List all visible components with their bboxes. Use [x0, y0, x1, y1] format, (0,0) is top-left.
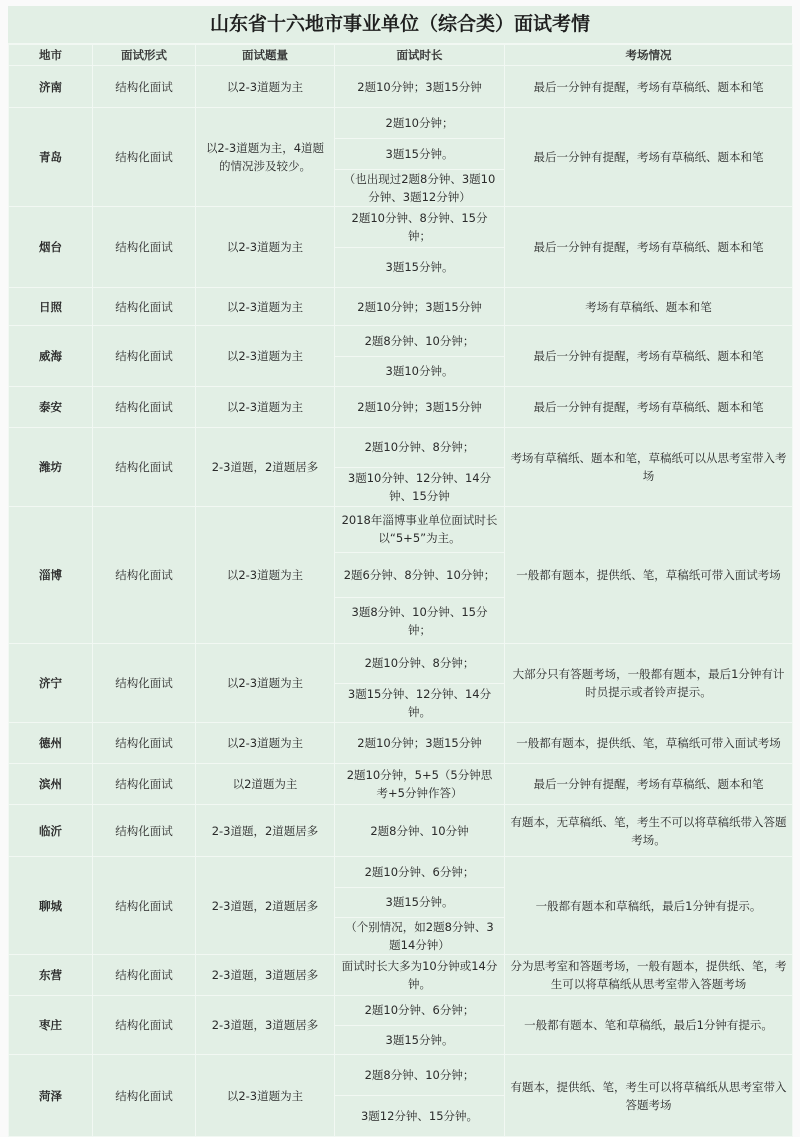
duration-list	[335, 1055, 504, 1136]
duration-item: 2题10分钟；3题15分钟	[357, 736, 482, 750]
duration-item: 3题12分钟、15分钟。	[335, 1095, 504, 1136]
duration-list	[335, 644, 504, 722]
city-cell: 青岛	[9, 108, 93, 207]
count-cell: 以2-3道题为主	[196, 326, 335, 387]
table-row	[9, 387, 793, 428]
table-row	[9, 207, 793, 288]
duration-item: 2题10分钟、6分钟；	[364, 1003, 475, 1018]
duration-item: 2题10分钟、8分钟；	[364, 440, 475, 455]
duration-cell	[335, 723, 505, 764]
duration-list	[335, 326, 504, 386]
count-cell: 以2道题为主	[196, 764, 335, 805]
room-cell: 大部分只有答题考场，一般都有题本，最后1分钟有计时员提示或者铃声提示。	[505, 644, 793, 723]
duration-list	[335, 108, 504, 206]
table-row	[9, 764, 793, 805]
duration-cell	[335, 996, 505, 1055]
header-room: 考场情况	[505, 45, 793, 66]
table-row	[9, 996, 793, 1055]
form-cell: 结构化面试	[93, 428, 196, 507]
duration-cell	[335, 288, 505, 326]
duration-cell	[335, 857, 505, 955]
header-duration: 面试时长	[335, 45, 505, 66]
duration-item: 2题10分钟；3题15分钟	[357, 299, 482, 314]
duration-item: 3题15分钟。	[335, 247, 504, 288]
duration-item: 2题8分钟、10分钟；	[364, 1068, 475, 1082]
city-cell: 东营	[9, 955, 93, 996]
room-cell: 有题本，提供纸、笔，考生可以将草稿纸从思考室带入答题考场	[505, 1055, 793, 1137]
duration-item: 2题10分钟；3题15分钟	[357, 400, 482, 414]
city-cell: 济宁	[9, 644, 93, 723]
room-cell: 最后一分钟有提醒，考场有草稿纸、题本和笔	[505, 108, 793, 207]
form-cell: 结构化面试	[93, 723, 196, 764]
duration-item: 2题6分钟、8分钟、10分钟；	[335, 552, 504, 598]
city-cell: 泰安	[9, 387, 93, 428]
duration-item: 2题8分钟、10分钟；	[364, 333, 475, 348]
room-cell: 一般都有题本和草稿纸，最后1分钟有提示。	[505, 857, 793, 955]
duration-item: 3题10分钟、12分钟、14分钟、15分钟	[335, 467, 504, 507]
duration-list	[335, 428, 504, 506]
interview-table	[8, 44, 793, 1137]
count-cell: 以2-3道题为主	[196, 207, 335, 288]
form-cell: 结构化面试	[93, 288, 196, 326]
room-cell: 最后一分钟有提醒，考场有草稿纸、题本和笔	[505, 387, 793, 428]
table-row	[9, 1055, 793, 1137]
form-cell: 结构化面试	[93, 996, 196, 1055]
duration-list	[335, 764, 504, 804]
table-row	[9, 66, 793, 108]
duration-item: 2题10分钟、6分钟；	[364, 864, 475, 879]
duration-list	[335, 288, 504, 325]
city-cell: 日照	[9, 288, 93, 326]
city-cell: 潍坊	[9, 428, 93, 507]
form-cell: 结构化面试	[93, 387, 196, 428]
duration-cell	[335, 207, 505, 288]
form-cell: 结构化面试	[93, 857, 196, 955]
duration-cell	[335, 387, 505, 428]
duration-cell	[335, 108, 505, 207]
city-cell: 德州	[9, 723, 93, 764]
city-cell: 滨州	[9, 764, 93, 805]
duration-cell	[335, 66, 505, 108]
count-cell: 以2-3道题为主	[196, 723, 335, 764]
duration-item: 3题10分钟。	[335, 356, 504, 387]
form-cell: 结构化面试	[93, 507, 196, 644]
form-cell: 结构化面试	[93, 326, 196, 387]
form-cell: 结构化面试	[93, 207, 196, 288]
form-cell: 结构化面试	[93, 764, 196, 805]
form-cell: 结构化面试	[93, 108, 196, 207]
table-row	[9, 507, 793, 644]
count-cell: 2-3道题，3道题居多	[196, 955, 335, 996]
duration-list	[335, 805, 504, 856]
duration-list	[335, 723, 504, 763]
duration-list	[335, 66, 504, 107]
header-count: 面试题量	[196, 45, 335, 66]
duration-list	[335, 387, 504, 427]
duration-item: 3题15分钟、12分钟、14分钟。	[335, 683, 504, 723]
table-row	[9, 288, 793, 326]
duration-item: （个别情况，如2题8分钟、3题14分钟）	[335, 917, 504, 954]
city-cell: 济南	[9, 66, 93, 108]
city-cell: 枣庄	[9, 996, 93, 1055]
duration-item: （也出现过2题8分钟、3题10分钟、3题12分钟）	[335, 169, 504, 206]
form-cell: 结构化面试	[93, 644, 196, 723]
table-row	[9, 955, 793, 996]
table-row	[9, 108, 793, 207]
room-cell: 最后一分钟有提醒，考场有草稿纸、题本和笔	[505, 326, 793, 387]
form-cell: 结构化面试	[93, 66, 196, 108]
city-cell: 临沂	[9, 805, 93, 857]
room-cell: 最后一分钟有提醒，考场有草稿纸、题本和笔	[505, 207, 793, 288]
room-cell: 最后一分钟有提醒，考场有草稿纸、题本和笔	[505, 66, 793, 108]
duration-item: 面试时长大多为10分钟或14分钟。	[341, 959, 498, 991]
table-row	[9, 805, 793, 857]
room-cell: 最后一分钟有提醒，考场有草稿纸、题本和笔	[505, 764, 793, 805]
count-cell: 2-3道题，3道题居多	[196, 996, 335, 1055]
count-cell: 2-3道题，2道题居多	[196, 857, 335, 955]
duration-item: 3题15分钟。	[335, 1025, 504, 1055]
duration-cell	[335, 326, 505, 387]
count-cell: 以2-3道题为主	[196, 507, 335, 644]
room-cell: 有题本，无草稿纸、笔，考生不可以将草稿纸带入答题考场。	[505, 805, 793, 857]
city-cell: 烟台	[9, 207, 93, 288]
duration-list	[335, 207, 504, 287]
count-cell: 2-3道题，2道题居多	[196, 805, 335, 857]
duration-item: 2题10分钟；	[385, 116, 454, 130]
table-row	[9, 723, 793, 764]
form-cell: 结构化面试	[93, 1055, 196, 1137]
duration-item: 2题10分钟、8分钟、15分钟；	[351, 210, 488, 243]
table-row	[9, 644, 793, 723]
form-cell: 结构化面试	[93, 805, 196, 857]
duration-item: 2题10分钟；3题15分钟	[357, 79, 482, 94]
city-cell: 淄博	[9, 507, 93, 644]
duration-item: 2题10分钟、8分钟；	[364, 656, 475, 671]
count-cell: 以2-3道题为主，4道题的情况涉及较少。	[196, 108, 335, 207]
room-cell: 一般都有题本，提供纸、笔，草稿纸可带入面试考场	[505, 507, 793, 644]
room-cell: 考场有草稿纸、题本和笔，草稿纸可以从思考室带入考场	[505, 428, 793, 507]
room-cell: 分为思考室和答题考场，一般有题本，提供纸、笔，考生可以将草稿纸从思考室带入答题考场	[505, 955, 793, 996]
room-cell: 一般都有题本、笔和草稿纸，最后1分钟有提示。	[505, 996, 793, 1055]
form-cell: 结构化面试	[93, 955, 196, 996]
duration-list	[335, 507, 504, 643]
count-cell: 以2-3道题为主	[196, 288, 335, 326]
duration-cell	[335, 644, 505, 723]
duration-list	[335, 857, 504, 954]
count-cell: 2-3道题，2道题居多	[196, 428, 335, 507]
count-cell: 以2-3道题为主	[196, 387, 335, 428]
duration-list	[335, 955, 504, 995]
duration-list	[335, 996, 504, 1054]
duration-cell	[335, 805, 505, 857]
city-cell: 威海	[9, 326, 93, 387]
city-cell: 聊城	[9, 857, 93, 955]
duration-item: 3题8分钟、10分钟、15分钟；	[335, 597, 504, 643]
duration-item: 3题15分钟。	[335, 138, 504, 169]
header-form: 面试形式	[93, 45, 196, 66]
header-row	[9, 45, 793, 66]
duration-cell	[335, 428, 505, 507]
duration-item: 2018年淄博事业单位面试时长以“5+5”为主。	[341, 513, 498, 546]
interview-table-document	[8, 6, 792, 1137]
room-cell: 考场有草稿纸、题本和笔	[505, 288, 793, 326]
duration-item: 2题8分钟、10分钟	[370, 823, 469, 838]
count-cell: 以2-3道题为主	[196, 66, 335, 108]
city-cell: 菏泽	[9, 1055, 93, 1137]
page-title: 山东省十六地市事业单位（综合类）面试考情	[8, 6, 792, 44]
table-row	[9, 857, 793, 955]
duration-cell	[335, 1055, 505, 1137]
room-cell: 一般都有题本，提供纸、笔，草稿纸可带入面试考场	[505, 723, 793, 764]
table-row	[9, 428, 793, 507]
count-cell: 以2-3道题为主	[196, 1055, 335, 1137]
duration-item: 3题15分钟。	[335, 887, 504, 918]
count-cell: 以2-3道题为主	[196, 644, 335, 723]
duration-cell	[335, 507, 505, 644]
duration-cell	[335, 764, 505, 805]
duration-item: 2题10分钟，5+5（5分钟思考+5分钟作答）	[346, 768, 493, 800]
header-city: 地市	[9, 45, 93, 66]
table-row	[9, 326, 793, 387]
duration-cell	[335, 955, 505, 996]
